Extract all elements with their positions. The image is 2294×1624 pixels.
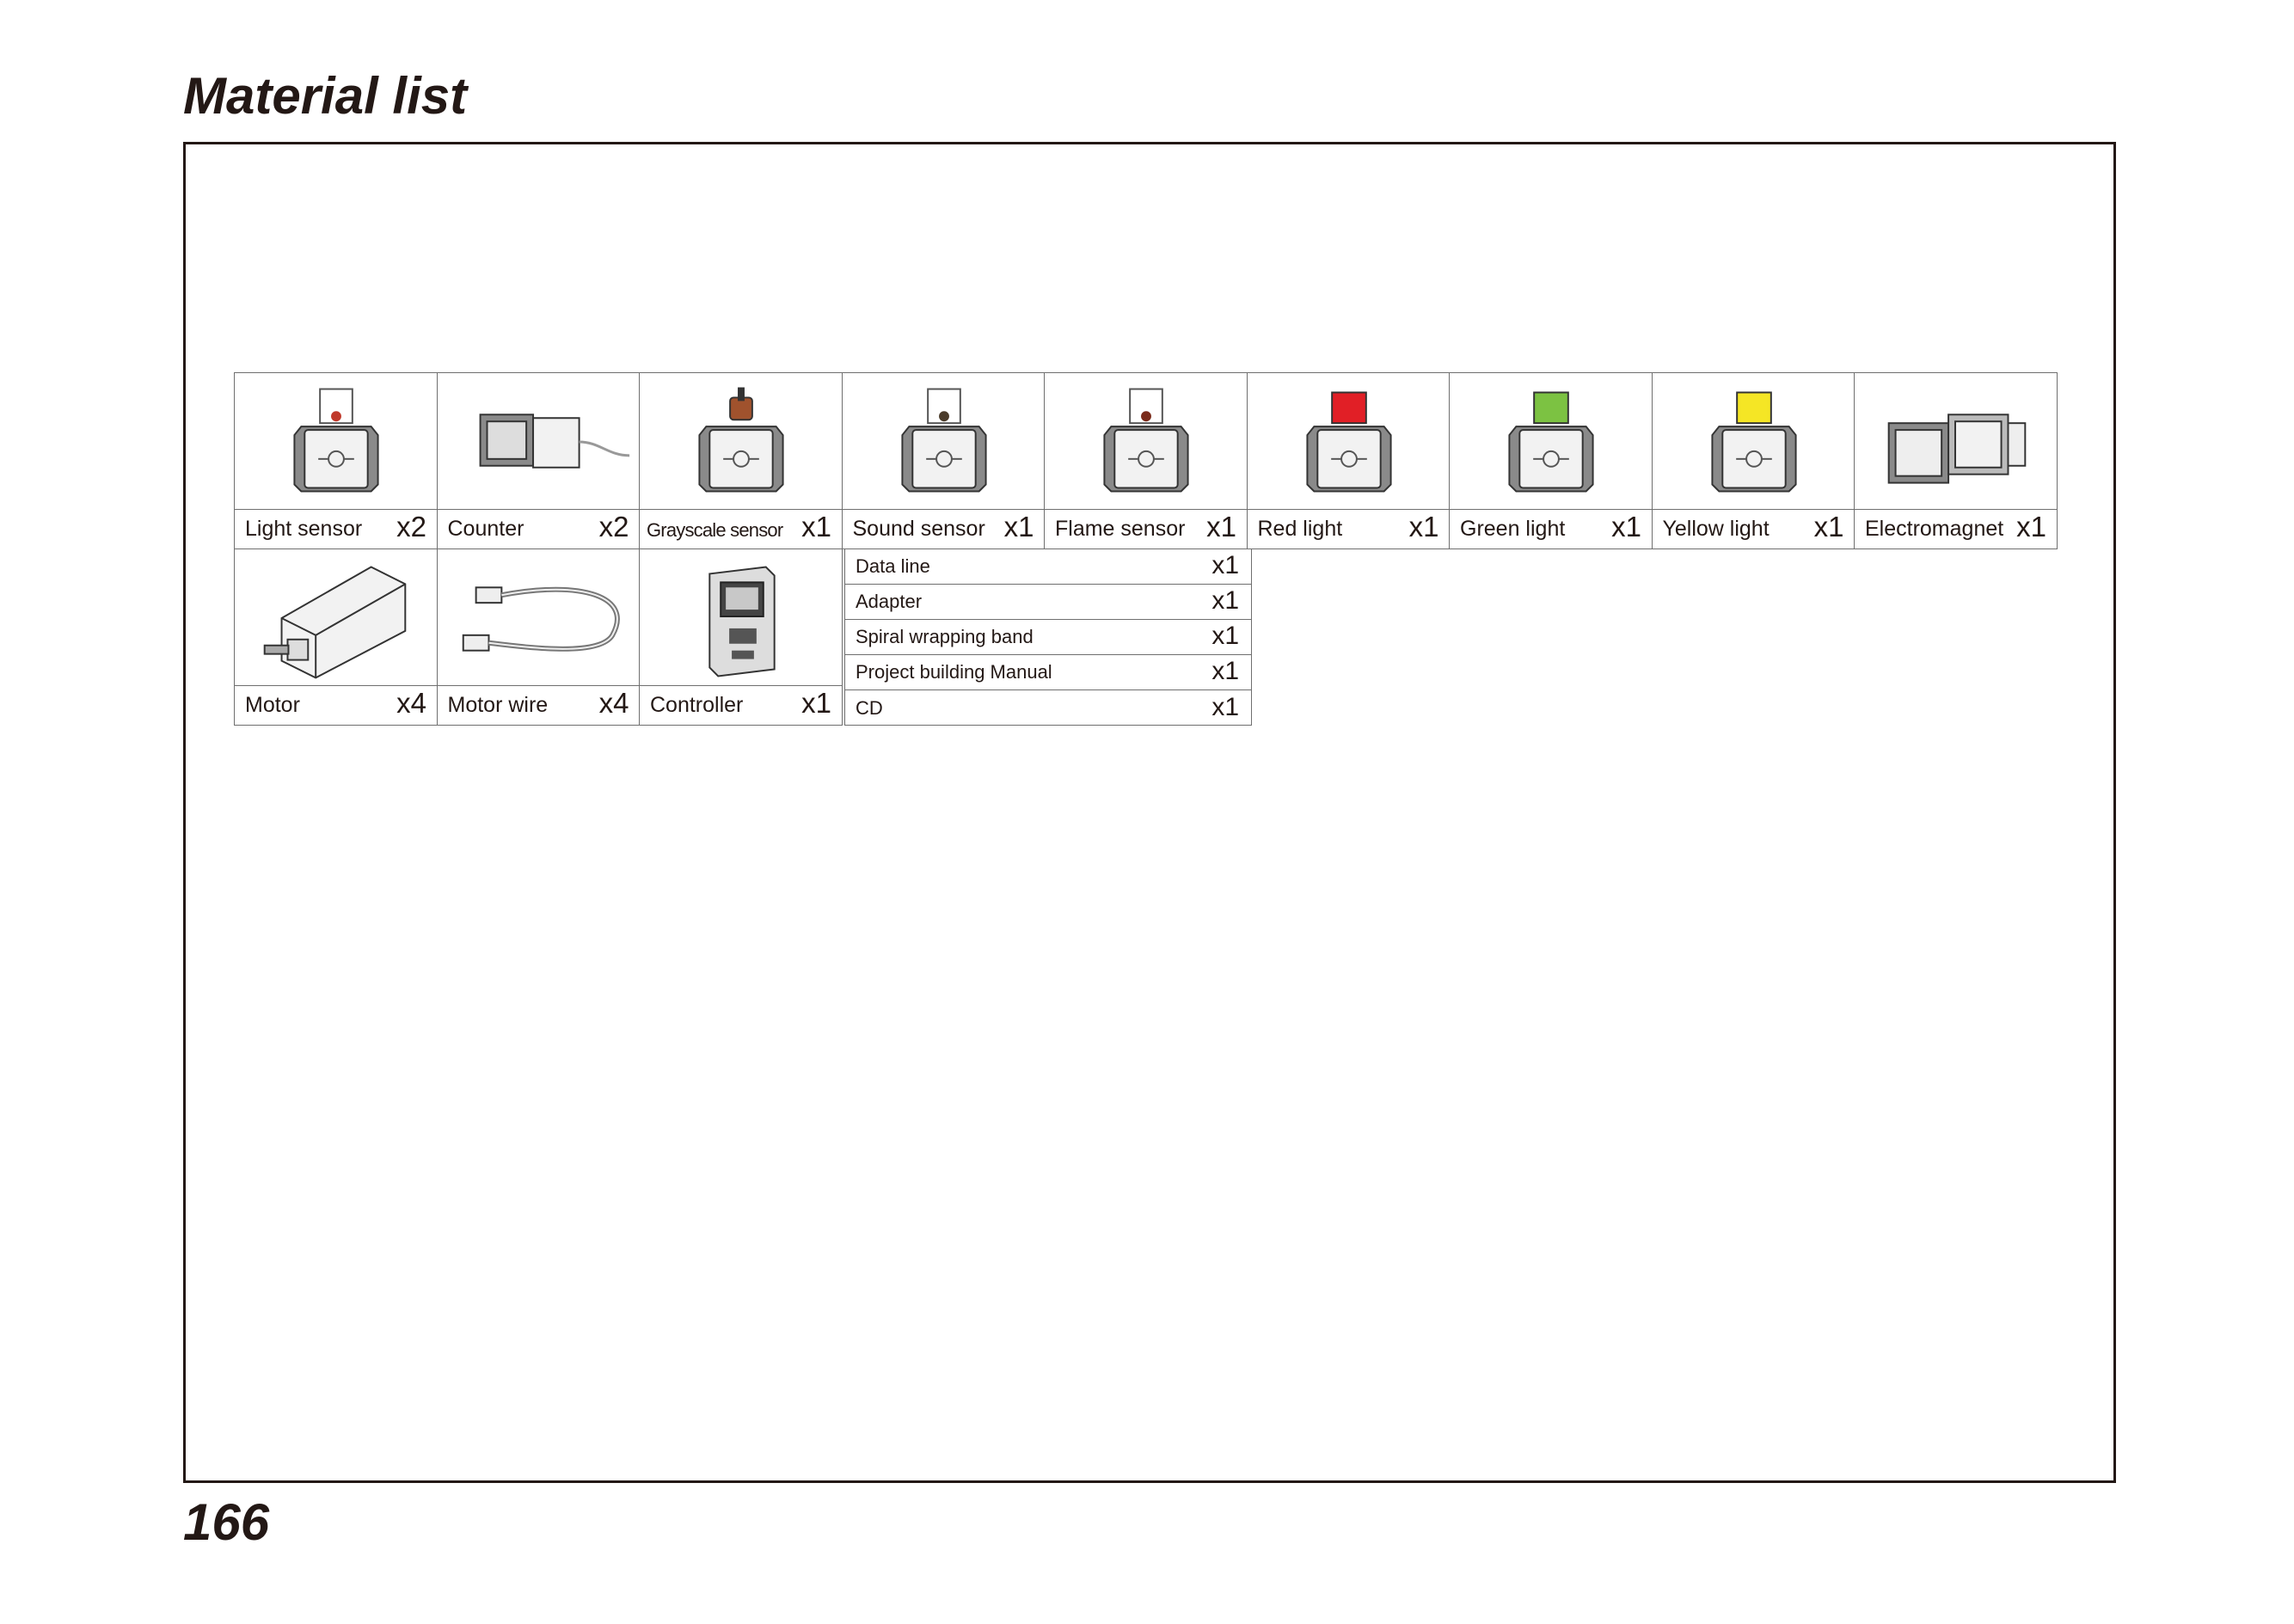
accessories-list: [844, 548, 1252, 726]
motor-icon: [235, 549, 437, 687]
list-item: [845, 690, 1251, 726]
component-name: Counter: [447, 517, 524, 541]
component-name: Light sensor: [245, 517, 363, 541]
component-caption: [235, 685, 437, 725]
component-cell: [1449, 372, 1653, 549]
component-qty: x4: [396, 687, 426, 719]
list-item-qty: x1: [1211, 622, 1239, 650]
component-qty: x1: [1611, 511, 1641, 542]
component-caption: [1855, 509, 2057, 548]
list-item-name: Adapter: [856, 591, 923, 612]
component-qty: x1: [1003, 511, 1034, 542]
component-caption: [640, 509, 842, 548]
list-item: [845, 655, 1251, 690]
component-cell: [1652, 372, 1855, 549]
list-item-qty: x1: [1211, 551, 1239, 579]
component-caption: [1045, 509, 1247, 548]
list-item-name: Spiral wrapping band: [856, 626, 1034, 647]
component-qty: x1: [1813, 511, 1844, 542]
list-item: [845, 620, 1251, 655]
component-qty: x1: [1206, 511, 1236, 542]
component-caption: [843, 509, 1045, 548]
component-cell: [639, 548, 843, 726]
list-item-name: Data line: [856, 555, 930, 577]
motor-wire-icon: [438, 549, 640, 687]
component-name: Flame sensor: [1055, 517, 1186, 541]
component-caption: [235, 509, 437, 548]
counter-icon: [438, 373, 640, 511]
page-number: 166: [183, 1493, 270, 1551]
component-caption: [1653, 509, 1855, 548]
component-qty: x2: [396, 511, 426, 542]
list-item-qty: x1: [1211, 657, 1239, 685]
component-cell: [234, 372, 438, 549]
component-qty: x2: [598, 511, 629, 542]
component-qty: x4: [598, 687, 629, 719]
component-caption: [438, 509, 640, 548]
flame-sensor-icon: [1045, 373, 1247, 511]
sound-sensor-icon: [843, 373, 1045, 511]
component-qty: x1: [2016, 511, 2046, 542]
component-cell: [234, 548, 438, 726]
electromagnet-icon: [1855, 373, 2057, 511]
grayscale-sensor-icon: [640, 373, 842, 511]
component-name: Sound sensor: [852, 517, 985, 541]
red-light-icon: [1248, 373, 1450, 511]
component-name: Yellow light: [1662, 517, 1770, 541]
component-name: Electromagnet: [1865, 517, 2004, 541]
component-name: Green light: [1460, 517, 1566, 541]
component-qty: x1: [801, 687, 831, 719]
component-qty: x1: [801, 511, 831, 542]
component-name: Motor: [245, 693, 300, 717]
list-item-qty: x1: [1211, 693, 1239, 721]
component-cell: [437, 372, 641, 549]
component-caption: [1450, 509, 1652, 548]
component-name: Red light: [1257, 517, 1343, 541]
component-name: Motor wire: [447, 693, 549, 717]
component-qty: x1: [1408, 511, 1439, 542]
list-item-name: CD: [856, 697, 883, 719]
list-item-qty: x1: [1211, 586, 1239, 615]
green-light-icon: [1450, 373, 1652, 511]
material-frame: [183, 142, 2116, 1483]
component-cell: [437, 548, 641, 726]
component-name: Controller: [650, 693, 744, 717]
yellow-light-icon: [1653, 373, 1855, 511]
component-caption: [640, 685, 842, 725]
component-cell: [1854, 372, 2058, 549]
list-item: [845, 549, 1251, 585]
component-cell: [1247, 372, 1451, 549]
list-item: [845, 585, 1251, 620]
component-name: Grayscale sensor: [647, 519, 783, 541]
component-caption: [1248, 509, 1450, 548]
page-title: Material list: [183, 67, 468, 125]
list-item-name: Project building Manual: [856, 661, 1052, 683]
controller-icon: [640, 549, 842, 687]
light-sensor-icon: [235, 373, 437, 511]
component-cell: [639, 372, 843, 549]
component-cell: [842, 372, 1046, 549]
component-cell: [1044, 372, 1248, 549]
component-caption: [438, 685, 640, 725]
